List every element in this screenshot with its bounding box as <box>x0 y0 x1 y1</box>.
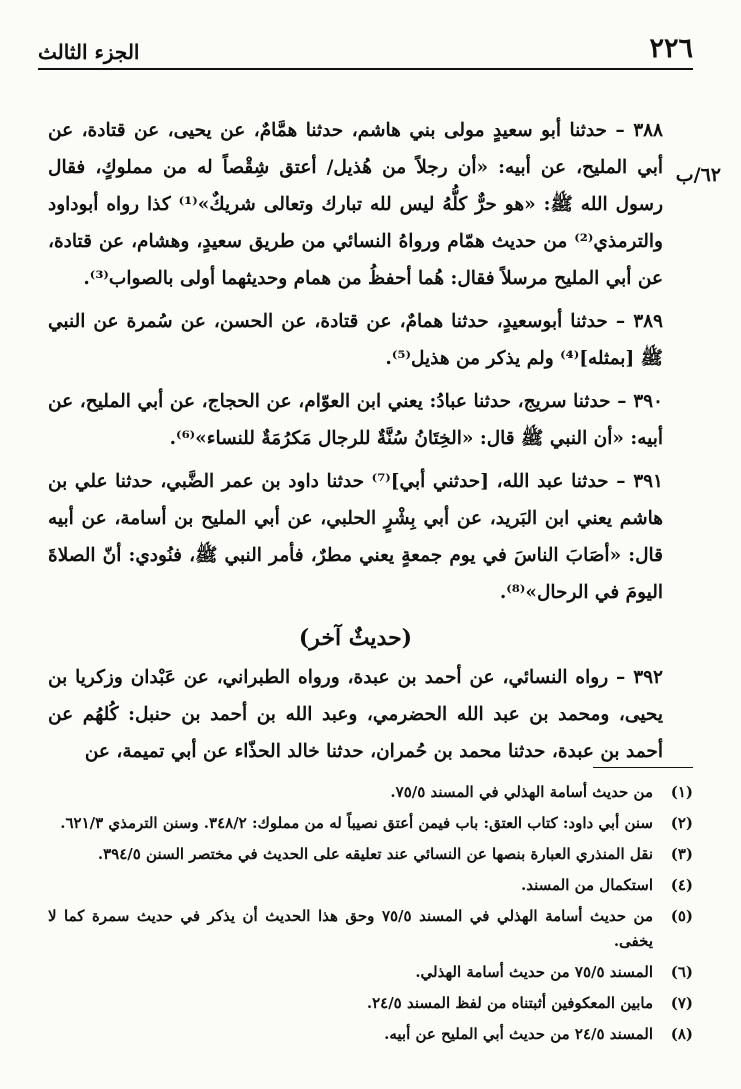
footnote-number: (٥) <box>670 907 693 925</box>
footnote-number: (١) <box>670 783 693 801</box>
footnote-text: استكمال من المسند. <box>521 876 653 894</box>
footnote-text: سنن أبي داود: كتاب العتق: باب فيمن أعتق نصيباً له من مملوك: ٣٤٨/٢. وسنن الترمذي ٦٢١/٣. <box>60 814 653 832</box>
footnote-text: المسند ٢٤/٥ من حديث أبي المليح عن أبيه. <box>384 1025 653 1043</box>
page-header <box>38 22 693 70</box>
section-subheading: (حديثٌ آخر) <box>298 625 413 651</box>
footnote-number: (٢) <box>670 814 693 832</box>
footnote-number: (٦) <box>670 963 693 981</box>
footnote-text: مابين المعكوفين أثبتناه من لفظ المسند ٢٤/٥. <box>366 994 653 1012</box>
footnote-number: (٧) <box>670 994 693 1012</box>
footnote <box>48 904 693 954</box>
hadith-391: ٣٩١ – حدثنا عبد الله، [حدثني أبي]⁽⁷⁾ حدثنا داود بن عمر الضَّبي، حدثنا علي بن هاشم يعني ابن البَريد، عن أبي بِشْرٍ الحلبي، عن أبي المليح بن أسامة، عن أبيه قال: «أصَابَ الناسَ في يوم جمعةٍ يعني مطرٌ، فأمر النبي ﷺ، فنُودي: أنّ الصلاةَ اليومَ في الرحال»⁽⁸⁾. <box>48 471 663 603</box>
footnote <box>48 873 693 898</box>
footnote-number: (٤) <box>670 876 693 894</box>
footnote-number: (٣) <box>670 845 693 863</box>
footnote <box>48 842 693 867</box>
hadith-388: ٣٨٨ – حدثنا أبو سعيدٍ مولى بني هاشم، حدثنا همَّامٌ، عن يحيى، عن قتادة، عن أبي المليح، عن أبيه: «أن رجلاً من هُذيل/ أعتق شِقْصاً له من مملوكٍ، فقال رسول الله ﷺ: «هو حرٌّ كلُّهُ ليس لله تبارك وتعالى شريكٌ»⁽¹⁾ كذا رواه أبوداود والترمذي⁽²⁾ من حديث همّام ورواهُ النسائي من طريق سعيدٍ، وهشام، عن قتادة، عن أبي المليح مرسلاً فقال: هُما أحفظُ من همام وحديثهما أولى بالصواب⁽³⁾. <box>48 120 663 289</box>
main-text <box>48 112 663 776</box>
footnote-text: من حديث أسامة الهذلي في المسند ٧٥/٥ وحق هذا الحديث أن يذكر في حديث سمرة كما لا يخفى. <box>48 907 653 950</box>
footnote-number: (٨) <box>670 1025 693 1043</box>
footnotes <box>48 780 693 1053</box>
hadith-390: ٣٩٠ – حدثنا سريج، حدثنا عبادُ: يعني ابن العوّام، عن الحجاج، عن أبي المليح، عن أبيه: «أن النبي ﷺ قال: «الخِتَانُ سُنَّةٌ للرجال مَكرُمَةٌ للنساء»⁽⁶⁾. <box>48 391 663 449</box>
running-title: الجزء الثالث <box>38 40 140 64</box>
footnote <box>48 991 693 1016</box>
page-number: ٢٢٦ <box>649 33 693 64</box>
footnote-divider <box>593 767 693 768</box>
footnote-text: من حديث أسامة الهذلي في المسند ٧٥/٥. <box>390 783 653 801</box>
footnote-text: نقل المنذري العبارة بنصها عن النسائي عند تعليقه على الحديث في مختصر السنن ٣٩٤/٥. <box>97 845 653 863</box>
footnote <box>48 780 693 805</box>
manuscript-folio-note: ٦٢/ب <box>675 164 721 186</box>
footnote-text: المسند ٧٥/٥ من حديث أسامة الهذلي. <box>415 963 653 981</box>
hadith-392: ٣٩٢ – رواه النسائي، عن أحمد بن عبدة، ورواه الطبراني، عن عَبْدان وزكريا بن يحيى، ومحمد بن عبد الله الحضرمي، وعبد الله بن أحمد بن حنبل: كُلهُم عن أحمد بن عبدة، حدثنا محمد بن حُمران، حدثنا خالد الحذّاء عن أبي تميمة، عن <box>48 667 664 762</box>
footnote <box>48 960 693 985</box>
footnote <box>48 1022 693 1047</box>
footnote <box>48 811 693 836</box>
hadith-389: ٣٨٩ – حدثنا أبوسعيدٍ، حدثنا همامٌ، عن قتادة، عن الحسن، عن سُمرة عن النبي ﷺ [بمثله]⁽⁴⁾ ولم يذكر من هذيل⁽⁵⁾. <box>48 311 663 369</box>
